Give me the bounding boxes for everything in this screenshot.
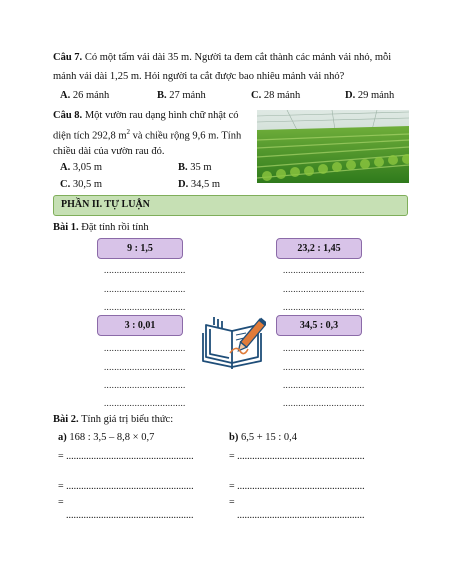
- bai2-part-b: b) 6,5 + 15 : 0,4: [229, 432, 298, 443]
- answer-line-b-3[interactable]: ...................................................: [237, 510, 365, 521]
- answer-line[interactable]: ................................: [104, 284, 186, 294]
- answer-line[interactable]: ................................: [283, 398, 365, 408]
- answer-line-a-3[interactable]: ...................................................: [66, 510, 194, 521]
- bai1-heading: Bài 1. Đặt tính rồi tính: [53, 222, 149, 233]
- bai2-part-a: a) 168 : 3,5 – 8,8 × 0,7: [58, 432, 155, 443]
- q7-line1: [53, 52, 391, 63]
- q7-option-b[interactable]: B. 27 mảnh: [157, 90, 206, 101]
- exercise-pill-1: 9 : 1,5: [97, 238, 183, 259]
- q7-number: Câu 7.: [53, 52, 83, 63]
- exercise-pill-2: 23,2 : 1,45: [276, 238, 362, 259]
- answer-line[interactable]: ................................: [283, 380, 365, 390]
- section-title: PHẦN II. TỰ LUẬN: [61, 199, 150, 210]
- answer-line-a-2[interactable]: = ...................................................: [58, 481, 194, 492]
- q8-number: Câu 8.: [53, 110, 83, 121]
- answer-line-b-2[interactable]: = ...................................................: [229, 481, 365, 492]
- book-pencil-icon: [202, 313, 266, 371]
- equals-sign-a: =: [58, 497, 64, 508]
- answer-line[interactable]: ................................: [104, 380, 186, 390]
- answer-line[interactable]: ................................: [283, 302, 365, 312]
- q7-option-d[interactable]: D. 29 mảnh: [345, 90, 395, 101]
- q8-option-a[interactable]: A. 3,05 m: [60, 162, 103, 173]
- q7-option-a[interactable]: A. 26 mảnh: [60, 90, 110, 101]
- answer-line[interactable]: ................................: [104, 398, 186, 408]
- vegetable-garden-photo: [257, 110, 409, 183]
- q8-option-c[interactable]: C. 30,5 m: [60, 179, 103, 190]
- answer-line[interactable]: ................................: [283, 284, 365, 294]
- q8-line1: [53, 110, 239, 121]
- q7-text-2: mảnh vải dài 1,25 m. Hỏi người ta cắt được bao nhiêu mảnh vải nhỏ?: [53, 71, 345, 82]
- q7-option-c[interactable]: C. 28 mảnh: [251, 90, 301, 101]
- q8-line2: diện tích 292,8 $m^2$ và chiều rộng 9,6 m. Tính: [53, 128, 242, 142]
- q8-option-b[interactable]: B. 35 m: [178, 162, 212, 173]
- answer-line-a-1[interactable]: = ...................................................: [58, 451, 194, 462]
- answer-line[interactable]: ................................: [104, 362, 186, 372]
- q8-option-d[interactable]: D. 34,5 m: [178, 179, 221, 190]
- answer-line-b-1[interactable]: = ...................................................: [229, 451, 365, 462]
- bai2-heading: Bài 2. Tính giá trị biểu thức:: [53, 414, 174, 425]
- q8-text-1: Một vườn rau dạng hình chữ nhật có: [84, 110, 239, 121]
- answer-line[interactable]: ................................: [283, 362, 365, 372]
- equals-sign-b: =: [229, 497, 235, 508]
- section-header: [53, 195, 408, 216]
- q7-text-1: Có một tấm vải dài 35 m. Người ta đem cắt thành các mảnh vải nhỏ, mỗi: [84, 52, 392, 63]
- answer-line[interactable]: ................................: [104, 302, 186, 312]
- answer-line[interactable]: ................................: [104, 265, 186, 275]
- q8-text-3: chiều dài của vườn rau đó.: [53, 146, 165, 157]
- answer-line[interactable]: ................................: [283, 265, 365, 275]
- answer-line[interactable]: ................................: [283, 343, 365, 353]
- exercise-pill-3: 3 : 0,01: [97, 315, 183, 336]
- answer-line[interactable]: ................................: [104, 343, 186, 353]
- exercise-pill-4: 34,5 : 0,3: [276, 315, 362, 336]
